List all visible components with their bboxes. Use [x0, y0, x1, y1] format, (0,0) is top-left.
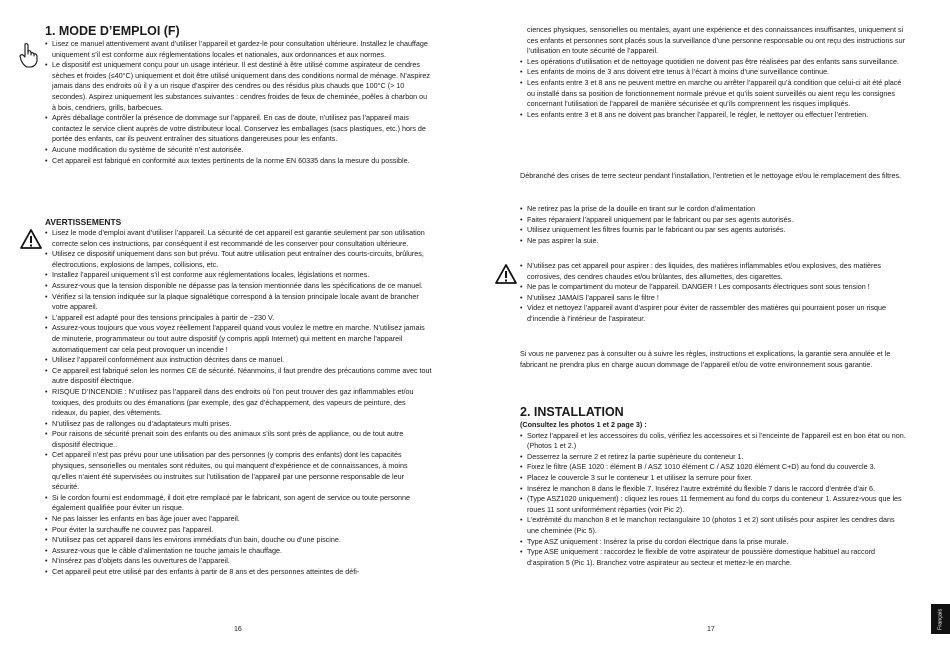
- list-item: • Les enfants de moins de 3 ans doivent ẹtre tenus à l’écart à moins d’une surveillance continue.: [520, 67, 908, 78]
- list-item: • Fixez le filtre (ASE 1020 : élément B / ASZ 1010 élément C / ASZ 1020 élément C+D) au fond du couvercle 3.: [520, 462, 908, 473]
- list-item: • Vérifiez si la tension indiquée sur la plaque signalétique correspond à la tension principale locale avant de brancher votre appareil.: [45, 292, 433, 313]
- page-number-left: 16: [234, 626, 242, 633]
- list-item: • Les enfants entre 3 et 8 ans ne peuvent mettre en marche ou arrêter l’appareil qu’à condition que celui-ci ait été placé ou installé dans sa position de fonctionnement normale prévue et qu’ils soient surveillés ou aient reçu les consignes concernant l’utilisation de l’appareil de manière sécurisée et qu’ils comprennent les risques impliqués.: [520, 78, 908, 110]
- list-item: • Sortez l’appareil et les accessoires du colis, vérifiez les accessoires et si l’enceinte de l’appareil est en bon état ou non. (Photos 1 et 2.): [520, 431, 908, 452]
- list-item: • N’utilisez JAMAIS l’appareil sans le filtre !: [520, 293, 908, 304]
- list-item: • Utilisez uniquement les filtres fournis par le fabricant ou par ses agents autorisés.: [520, 225, 908, 236]
- list-item: • Ne retirez pas la prise de la douille en tirant sur le cordon d’alimentation: [520, 204, 908, 215]
- list-item: • RISQUE D’INCENDIE : N’utilisez pas l’appareil dans des endroits où l’on peut trouver des gaz inflammables et/ou toxiques, des produits ou des émanations (par exemple, des gaz d’échappement, des vapeurs de peinture, des rideaux, du papier, des vêtements.: [45, 387, 433, 419]
- list-item: • Lisez le mode d’emploi avant d’utiliser l’appareil. La sécurité de cet appareil est garantie seulement par son utilisation correcte selon ces instructions, par conséquent il est recommandé de les conserver pour consultation ultérieure.: [45, 228, 433, 249]
- unplug-text: Débranché des crises de terre secteur pendant l’installation, l’entretien et le nettoyage et/ou le remplacement des filtres.: [520, 171, 902, 180]
- list-item: • Les enfants entre 3 et 8 ans ne doivent pas brancher l’appareil, le régler, le nettoyer ou effectuer l’entretien.: [520, 110, 908, 121]
- list-item: • Placez le couvercle 3 sur le conteneur 1 et utilisez la serrure pour fixer.: [520, 473, 908, 484]
- list-item: • Type ASE uniquement : raccordez le flexible de votre aspirateur de poussière domestique habituel au raccord d’aspiration 5 (Pic 1). Branchez votre aspirateur au secteur et mettez-le en marche.: [520, 547, 908, 568]
- list-item: • Cet appareil n’est pas prévu pour une utilisation par des personnes (y compris des enfants) dont les capacités physiques, sensorielles ou mentales sont réduites, ou qui manquent d’expérience et de connaissances, à moins qu’elles n’aient été supervisées ou instruites sur l’utilisation de l’appareil par une personne responsable de leur sécurité.: [45, 450, 433, 492]
- list-item: • Ne pas le compartiment du moteur de l’appareil. DANGER ! Les composants électriques sont sous tension !: [520, 282, 908, 293]
- warning-triangle-icon: [495, 264, 517, 284]
- section-title-mode-emploi: 1. MODE D’EMPLOI (F): [45, 24, 180, 38]
- cord-list: [520, 204, 908, 246]
- list-item: • Videz et nettoyez l’appareil avant d’aspirer pour éviter de rassembler des matières qui pourraient poser un risque d’incendie à l’intérieur de l’aspirateur.: [520, 303, 908, 324]
- list-item: • Faites réparaient l’appareil uniquement par le fabricant ou par ses agents autorisés.: [520, 215, 908, 226]
- warning-triangle-icon: [20, 229, 42, 249]
- list-item: • N’utilisez pas de rallonges ou d’adaptateurs multi prises.: [45, 419, 433, 430]
- list-item: • Ne pas laisser les enfants en bas âge jouer avec l’appareil.: [45, 514, 433, 525]
- list-item: • Assurez-vous que le câble d’alimentation ne touche jamais le chauffage.: [45, 546, 433, 557]
- list-item: • N’utilisez pas cet appareil pour aspirer : des liquides, des matières inflammables et/ou explosives, des matières corrosives, des cendres chaudes et/ou brûlantes, des allumettes, des cigarettes.: [520, 261, 908, 282]
- list-item: • Utilisez l’appareil conformément aux instruction décrites dans ce manuel.: [45, 355, 433, 366]
- list-item: • Cet appareil peut ẹtre utilisé par des enfants à partir de 8 ans et des personnes atteintes de défi-: [45, 567, 433, 578]
- list-item: • Les opérations d’utilisation et de nettoyage quotidien ne doivent pas être réalisées par des enfants sans surveillance.: [520, 57, 908, 68]
- hazard-list: [520, 261, 908, 325]
- page-number-right: 17: [707, 626, 715, 633]
- list-item: • (Type ASZ1020 uniquement) : cliquez les roues 11 fermement au fond du corps du conteneur 1. Assurez-vous que les roues 11 sont uniformément réparties (voir Pic 2).: [520, 494, 908, 515]
- list-item: • Desserrez la serrure 2 et retirez la partie supérieure du conteneur 1.: [520, 452, 908, 463]
- list-item: • L’appareil est adapté pour des tensions principales à partir de ~230 V.: [45, 313, 433, 324]
- warnings-list: [45, 228, 433, 578]
- list-item: • Ce appareil est fabriqué selon les normes CE de sécurité. Néanmoins, il faut prendre des précautions comme avec tout autre dispositif électrique.: [45, 366, 433, 387]
- list-item: • N’insérez pas d’objets dans les ouvertures de l’appareil.: [45, 556, 433, 567]
- list-item: • Pour raisons de sécurité prenait soin des enfants ou des animaux s’ils sont près de appliance, ou de tout autre dispositif électrique..: [45, 429, 433, 450]
- list-item: • N’utilisez pas cet appareil dans les environs immédiats d’un bain, douche ou d’une piscine.: [45, 535, 433, 546]
- list-item: • Le dispositif est uniquement conçu pour un usage intérieur. Il est destiné à être utilisé comme aspirateur de cendres sèches et froides (≤40°C) uniquement et doit être utilisé uniquement dans des conditions normal de ménage. N’aspirez jamais dans des endroits où il y a un risque d’aspirer des cendres ou des résidus plus chauds que 100°C (> 10 secondes). Aspirez uniquement les substances suivantes : cendres froides de feux de cheminée, poêles à charbon ou à bois, cendriers, grills, barbecues.: [45, 60, 433, 113]
- pointing-hand-icon: [18, 42, 40, 68]
- list-item: • Lisez ce manuel attentivement avant d’utiliser l’appareil et gardez-le pour consultation ultérieure. Installez le chauffage uniquement s’il est conforme aux réglementations locales et nationales, aux ordonnances et aux normes.: [45, 39, 433, 60]
- list-item: • Type ASZ uniquement : Insérez la prise du cordon électrique dans la prise murale.: [520, 537, 908, 548]
- section-title-installation: 2. INSTALLATION: [520, 405, 624, 419]
- list-item: • Utilisez ce dispositif uniquement dans son but prévu. Tout autre utilisation peut entraîner des courts-circuits, brûlures, électrocutions, explosions de lampes, collisions, etc.: [45, 249, 433, 270]
- warranty-text: Si vous ne parvenez pas à consulter ou à suivre les règles, instructions et explications, la garantie sera annulée et le fabricant ne prendra plus en charge aucun dommage de l’appareil et/ou de votre environnement sous garantie.: [520, 349, 891, 369]
- right-page: [475, 0, 950, 645]
- list-item: • Aucune modification du système de sécurité n’est autorisée.: [45, 145, 433, 156]
- installation-list: [520, 420, 908, 568]
- list-item: • Installez l’appareil uniquement s’il est conforme aux réglementations locales, législations et normes.: [45, 270, 433, 281]
- list-item: • Si le cordon fourni est endommagé, il doit ẹtre remplacé par le fabricant, son agent de service ou toute personne également qualifiée pour éviter un risque.: [45, 493, 433, 514]
- list-item: • L’extrémité du manchon 8 et le manchon rectangulaire 10 (photos 1 et 2) sont utilisés pour aspirer les cendres dans une cheminée (Pic 5).: [520, 515, 908, 536]
- list-item: ciences physiques, sensorielles ou mentales, ayant une expérience et des connaissances insuffisantes, uniquement si ces enfants et personnes sont placés sous la surveillance d’une personne responsable ou ont reçu des instructions sur l’utilisation en toute sécurité de l’appareil.: [527, 25, 905, 56]
- list-item: • Pour éviter la surchauffe ne couvrez pas l’appareil.: [45, 525, 433, 536]
- list-item: • Ne pas aspirer la suie.: [520, 236, 908, 247]
- installation-intro: (Consultez les photos 1 et 2 page 3) :: [520, 420, 647, 429]
- continued-list: [520, 25, 908, 120]
- list-item: • Après déballage contrôler la présence de dommage sur l’appareil. En cas de doute, n’utilisez pas l’appareil mais contactez le service client auprès de votre distributeur local. Conservez les emballages (sacs plastiques, etc.) hors de portée des enfants, car ils peuvent entraîner des situations dangereuses pour les enfants.: [45, 113, 433, 145]
- unplug-paragraph: [520, 171, 908, 182]
- list-item: • Insérez le manchon 8 dans le flexible 7. Insérez l’autre extrémité du flexible 7 dans le raccord d’entrée d’air 6.: [520, 484, 908, 495]
- list-item: • Assurez-vous toujours que vous voyez réellement l’appareil quand vous voulez le mettre en marche. N’utilisez jamais de minuterie, programmateur ou tout autre dispositif (y compris appli Internet) qui mettent en marche l’appareil automatiquement car cela peut provoquer un incendie !: [45, 323, 433, 355]
- warranty-paragraph: [520, 349, 908, 370]
- intro-list: [45, 39, 433, 166]
- list-item: • Assurez-vous que la tension disponible ne dépasse pas la tension mentionnée dans les spécifications de ce manuel.: [45, 281, 433, 292]
- language-tab: Français: [931, 604, 950, 634]
- list-item: • Cet appareil est fabriqué en conformité aux textes pertinents de la norme EN 60335 dans la mesure du possible.: [45, 156, 433, 167]
- warnings-heading: AVERTISSEMENTS: [45, 217, 122, 227]
